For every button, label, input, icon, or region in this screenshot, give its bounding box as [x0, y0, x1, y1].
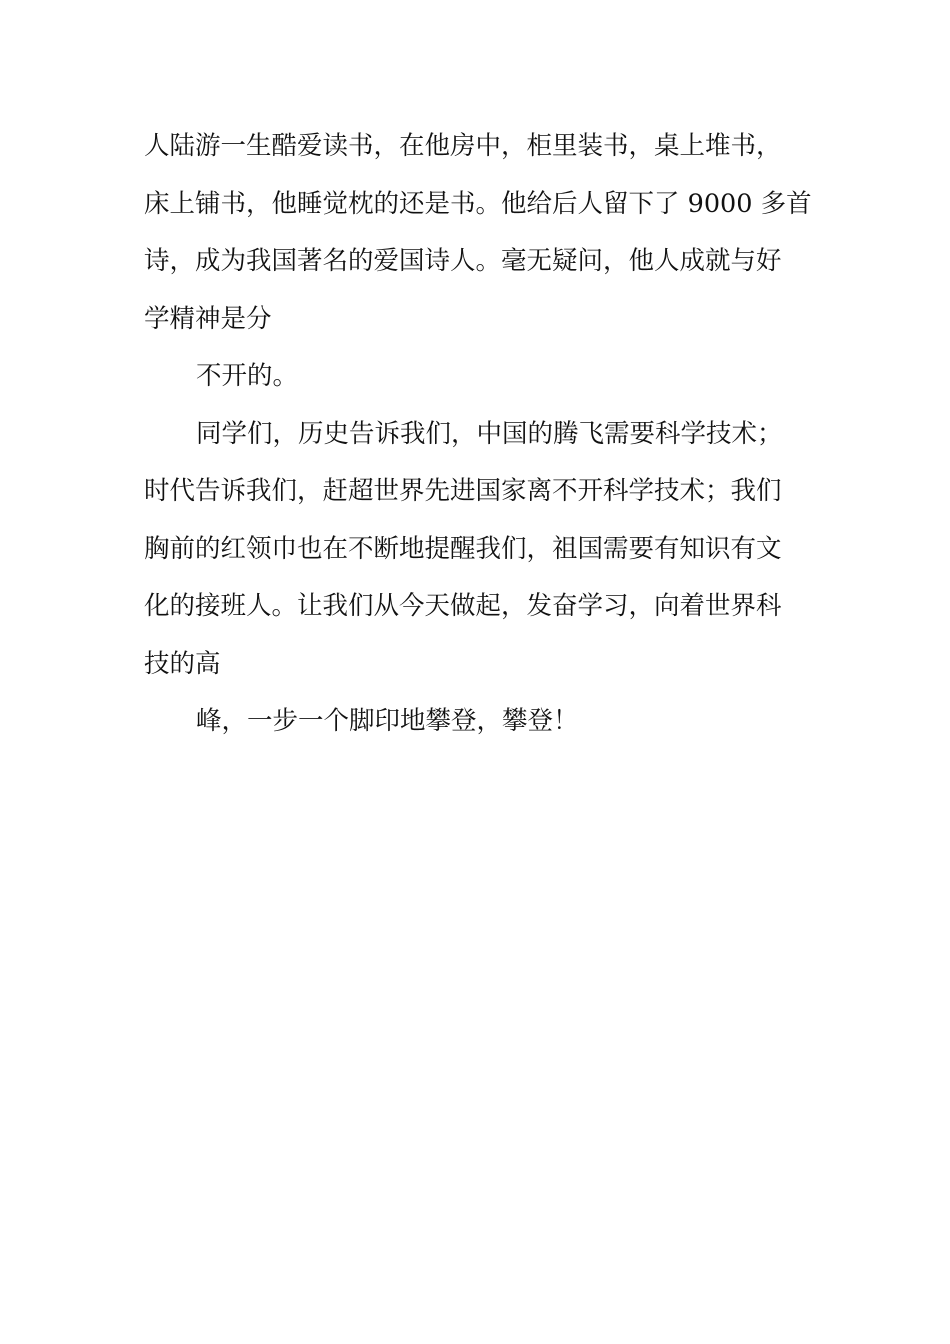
paragraph-start-line: 同学们，历史告诉我们，中国的腾飞需要科学技术；	[196, 418, 783, 449]
text-line: 胸前的红领巾也在不断地提醒我们，祖国需要有知识有文	[144, 533, 782, 564]
text-line: 时代告诉我们，赶超世界先进国家离不开科学技术；我们	[144, 476, 782, 506]
text-line: 峰，一步一个脚印地攀登，攀登！	[196, 706, 579, 736]
text-line: 不开的。	[196, 361, 299, 391]
text-line: 床上铺书，他睡觉枕的还是书。他给后人留下了 9000 多首	[144, 188, 812, 219]
text-line: 人陆游一生酷爱读书，在他房中，柜里装书，桌上堆书，	[144, 131, 782, 161]
body-text	[144, 118, 812, 751]
text-line: 技的高	[144, 648, 221, 679]
text-line: 学精神是分	[144, 303, 272, 334]
text-line: 诗，成为我国著名的爱国诗人。毫无疑问，他人成就与好	[144, 246, 782, 276]
text-line: 化的接班人。让我们从今天做起，发奋学习，向着世界科	[144, 591, 782, 621]
